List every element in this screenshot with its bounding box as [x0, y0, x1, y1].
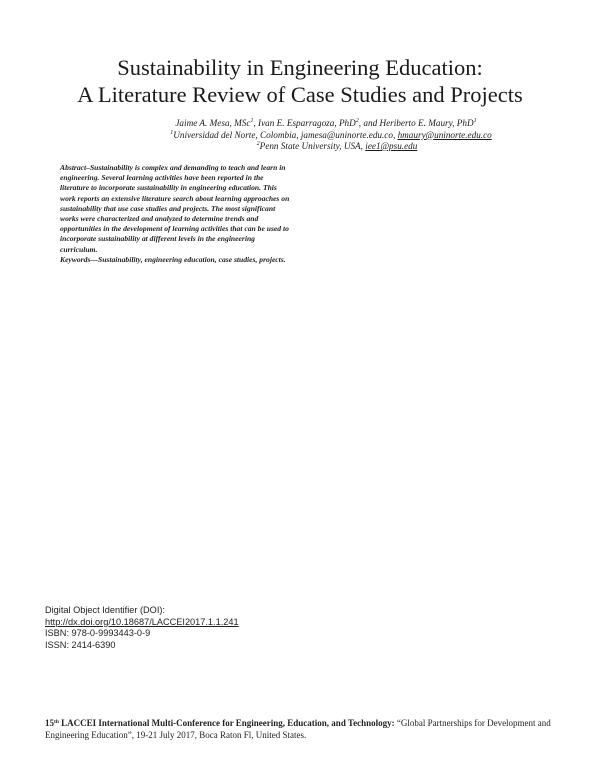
title-line-1: Sustainability in Engineering Education: — [117, 55, 483, 80]
author-block — [0, 118, 600, 153]
conference-name — [45, 718, 395, 728]
identifier-block — [45, 605, 239, 652]
abstract — [44, 163, 294, 265]
affiliation-2 — [0, 141, 600, 153]
author-3-affiliation-mark: 1 — [473, 118, 477, 124]
conference-theme: “Global Partnerships for Development and Engineering Education”, 19-21 July 2017, Boca Raton Fl, United States. — [45, 718, 551, 740]
author-separator-2: , and — [358, 118, 380, 128]
affiliation-2-mark: 2 — [256, 141, 260, 147]
affiliation-2-text: Penn State University, USA, — [259, 141, 366, 151]
conference-title: LACCEI International Multi-Conference for Engineering, Education, and Technology: — [58, 718, 395, 728]
author-names — [0, 118, 600, 130]
abstract-text: Abstract–Sustainability is complex and demanding to teach and learn in engineering. Several learning activities have been reported in the literature to incorporate sustainability in engineering education. This work reports an extensive literature search about learning approaches on sustainability that use case studies and projects. The most significant works were characterized and analyzed to determine trends and opportunities in the development of learning activities that can be used to incorporate sustainability at different levels in the engineering curriculum. — [60, 163, 290, 254]
affiliation-1-mark: 1 — [170, 129, 174, 136]
author-1-affiliation-mark: 1 — [250, 118, 254, 124]
author-1: Jaime A. Mesa, MSc — [175, 118, 251, 128]
author-2: Ivan E. Esparragoza, PhD — [258, 118, 356, 128]
isbn: ISBN: 978-0-9993443-0-9 — [45, 628, 151, 639]
conference-number: 15 — [45, 718, 54, 728]
author-separator-1: , — [253, 118, 259, 128]
affiliation-1-email-link[interactable]: hmaury@uninorte.edu.co — [397, 129, 492, 140]
affiliation-1-text: Universidad del Norte, Colombia, jamesa@uninorte.edu.co, — [173, 129, 398, 140]
conference-ordinal: th — [54, 719, 59, 725]
affiliation-1 — [0, 130, 600, 142]
author-2-affiliation-mark: 2 — [355, 118, 359, 124]
paper-title — [0, 54, 600, 108]
affiliation-2-email-link[interactable]: iee1@psu.edu — [365, 141, 418, 151]
doi-label: Digital Object Identifier (DOI): — [45, 605, 165, 615]
conference-footer — [45, 717, 565, 741]
title-line-2: A Literature Review of Case Studies and Projects — [77, 82, 523, 107]
author-3: Heriberto E. Maury, PhD — [379, 118, 474, 128]
keywords: Keywords—Sustainability, engineering education, case studies, projects. — [60, 254, 286, 264]
doi-link[interactable]: http://dx.doi.org/10.18687/LACCEI2017.1.1.241 — [45, 616, 239, 627]
issn: ISSN: 2414-6390 — [45, 640, 116, 651]
